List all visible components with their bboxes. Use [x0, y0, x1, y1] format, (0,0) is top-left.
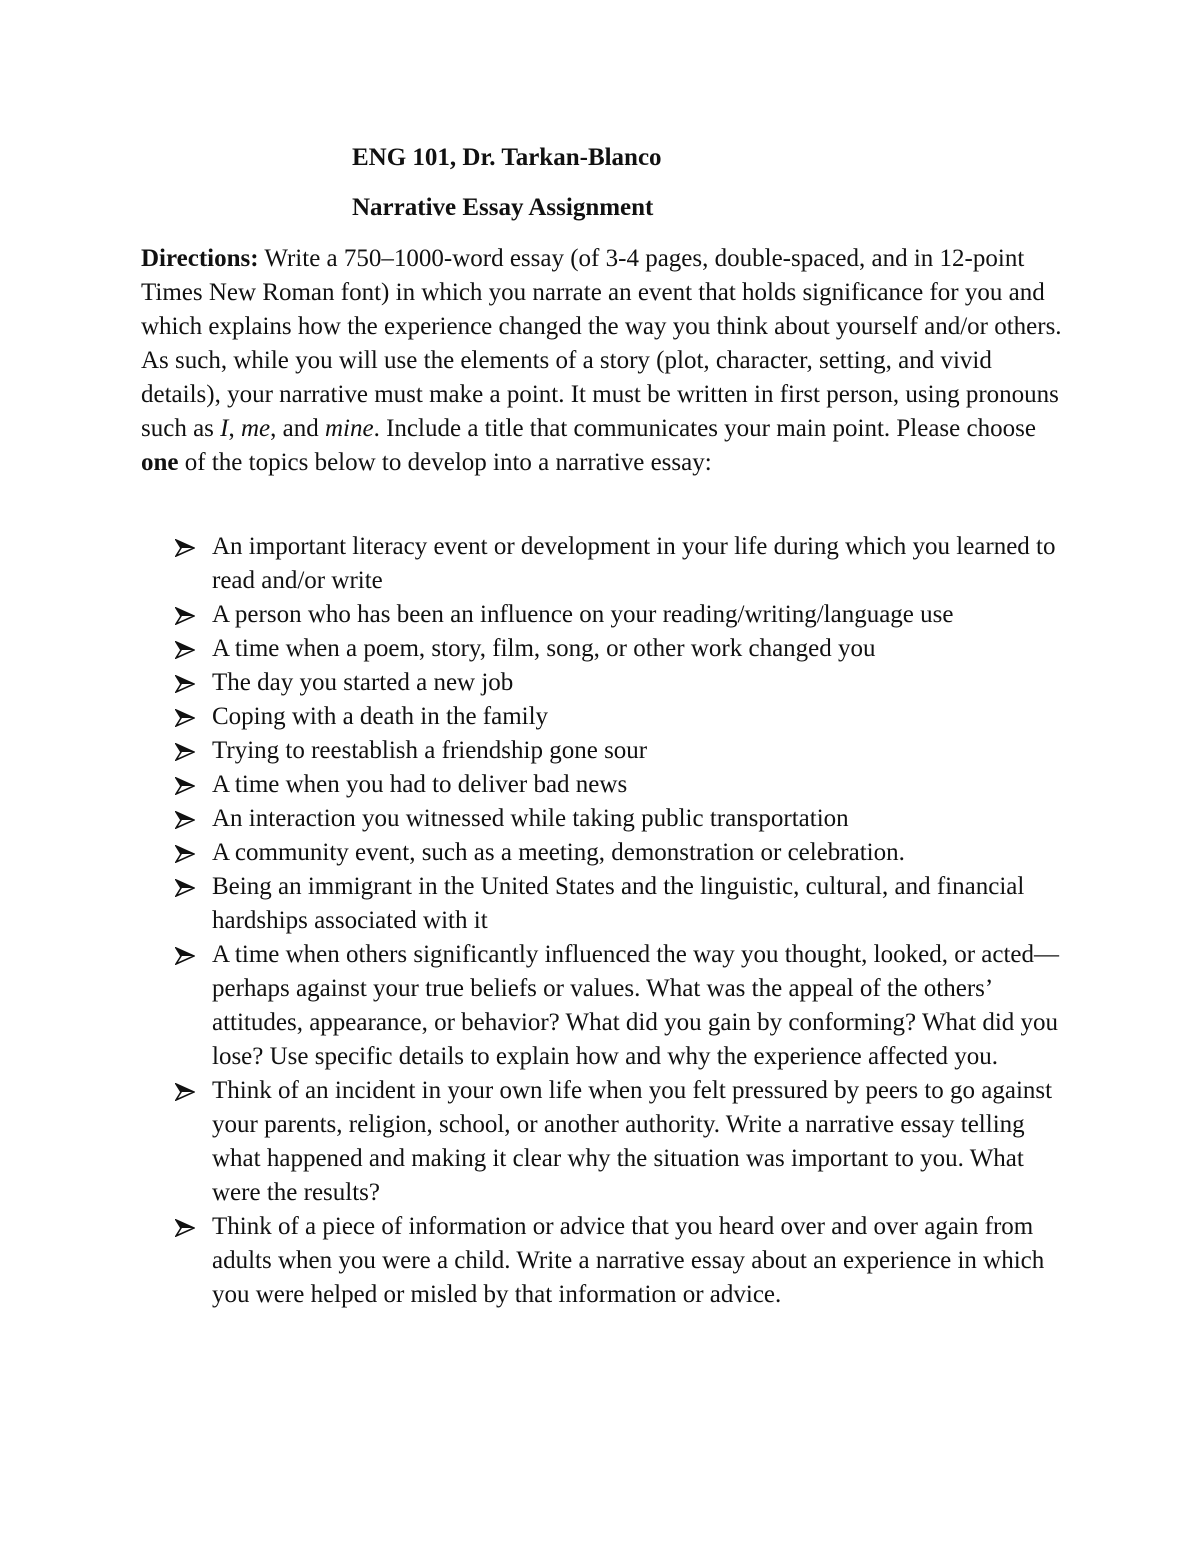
topic-item [141, 530, 1071, 598]
arrowhead-bullet-icon [175, 1083, 195, 1101]
topic-text: Coping with a death in the family [212, 703, 549, 730]
topics-list [141, 530, 1071, 1312]
arrowhead-bullet-icon [175, 845, 195, 863]
pronoun-separator-1: , [228, 415, 241, 442]
directions-text-3: of the topics below to develop into a narrative essay: [178, 449, 712, 476]
topic-item [141, 666, 1071, 700]
assignment-title: Narrative Essay Assignment [352, 194, 654, 221]
arrowhead-bullet-icon [175, 743, 195, 761]
topic-text: Being an immigrant in the United States and the linguistic, cultural, and financial hardships associated with it [212, 873, 1025, 934]
arrowhead-bullet-icon [175, 879, 195, 897]
arrowhead-bullet-icon [175, 811, 195, 829]
topic-item [141, 836, 1071, 870]
directions-text-2: . Include a title that communicates your main point. Please choose [373, 415, 1036, 442]
topic-text: An important literacy event or development in your life during which you learned to read and/or write [212, 533, 1056, 594]
topic-item [141, 734, 1071, 768]
topic-item [141, 870, 1071, 938]
directions-emphasis-one: one [141, 449, 179, 476]
topic-item [141, 938, 1071, 1074]
topic-text: A community event, such as a meeting, demonstration or celebration. [212, 839, 905, 866]
topic-item [141, 598, 1071, 632]
topic-item [141, 768, 1071, 802]
pronoun-mine: mine [325, 415, 374, 442]
topic-text: A person who has been an influence on your reading/writing/language use [212, 601, 954, 628]
topic-text: Think of an incident in your own life when you felt pressured by peers to go against your parents, religion, school, or another authority. Write a narrative essay telling what happened and making it clear why the situation was important to you. What were the results? [212, 1077, 1053, 1206]
topic-item [141, 632, 1071, 666]
arrowhead-bullet-icon [175, 607, 195, 625]
topic-item [141, 1210, 1071, 1312]
topic-item [141, 1074, 1071, 1210]
topic-text: The day you started a new job [212, 669, 514, 696]
topic-text: An interaction you witnessed while taking public transportation [212, 805, 849, 832]
arrowhead-bullet-icon [175, 675, 195, 693]
directions-text-1: Write a 750–1000-word essay (of 3-4 pages, double-spaced, and in 12-point Times New Roman font) in which you narrate an event that holds significance for you and which explains how the experience changed the way you think about yourself and/or others. As such, while you will use the elements of a story (plot, character, setting, and vivid details), your narrative must make a point. It must be written in first person, using pronouns such as [141, 245, 1062, 442]
arrowhead-bullet-icon [175, 1219, 195, 1237]
pronoun-me: me [240, 415, 271, 442]
topic-text: Trying to reestablish a friendship gone sour [212, 737, 648, 764]
topic-item [141, 802, 1071, 836]
topic-text: A time when you had to deliver bad news [212, 771, 628, 798]
course-title: ENG 101, Dr. Tarkan-Blanco [352, 144, 662, 171]
arrowhead-bullet-icon [175, 947, 195, 965]
pronoun-separator-2: , and [270, 415, 325, 442]
pronoun-i: I [220, 415, 229, 442]
arrowhead-bullet-icon [175, 709, 195, 727]
topic-text: Think of a piece of information or advice that you heard over and over again from adults when you were a child. Write a narrative essay about an experience in which you were helped or misled by that information or advice. [212, 1213, 1045, 1308]
topic-text: A time when others significantly influenced the way you thought, looked, or acted—perhaps against your true beliefs or values. What was the appeal of the others’ attitudes, appearance, or behavior? What did you gain by conforming? What did you lose? Use specific details to explain how and why the experience affected you. [212, 941, 1060, 1070]
directions-label: Directions: [141, 245, 259, 272]
directions-paragraph [141, 242, 1071, 480]
arrowhead-bullet-icon [175, 641, 195, 659]
topic-item [141, 700, 1071, 734]
topic-text: A time when a poem, story, film, song, or other work changed you [212, 635, 876, 662]
arrowhead-bullet-icon [175, 777, 195, 795]
arrowhead-bullet-icon [175, 539, 195, 557]
